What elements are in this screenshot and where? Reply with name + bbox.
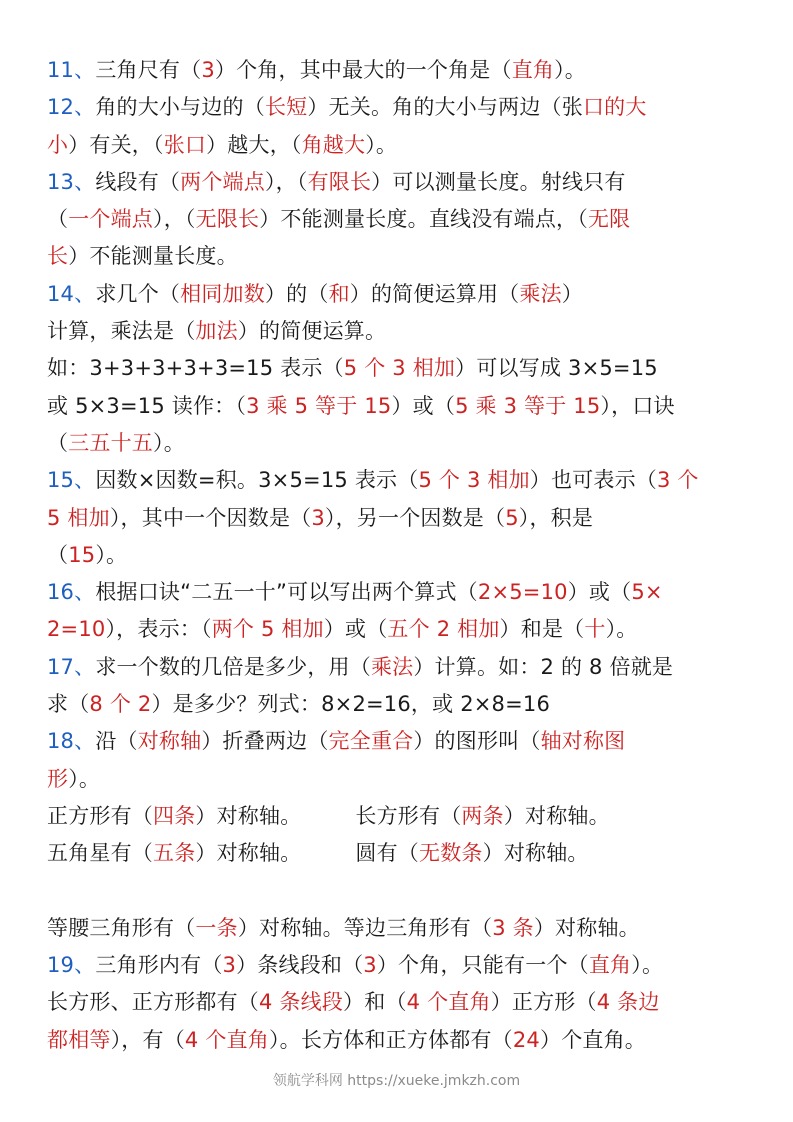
- body-text: ）。: [68, 766, 101, 791]
- answer-text: 口的大: [582, 95, 647, 120]
- answer-text: 4 条边: [596, 990, 660, 1015]
- answer-text: 5×: [631, 580, 663, 605]
- answer-text: 5: [505, 505, 519, 530]
- body-text: ）越大，（: [206, 132, 302, 157]
- body-text: ）。: [153, 430, 185, 455]
- body-text: ）。: [631, 953, 664, 978]
- answer-text: 一个端点: [68, 207, 154, 232]
- body-text: 线段有（: [95, 169, 181, 194]
- body-text: ），有（: [110, 1027, 185, 1052]
- text-line: [47, 313, 777, 350]
- answer-text: 无限长: [195, 207, 260, 232]
- body-text: ）。: [554, 58, 587, 82]
- body-text: ）个角，其中最大的一个角是（: [214, 58, 512, 82]
- text-line: [47, 201, 777, 238]
- item-number: 18、: [47, 729, 96, 754]
- body-text: ）的图形叫（: [413, 729, 541, 754]
- answer-text: 4 条线段: [259, 990, 344, 1015]
- body-text: ）也可表示（: [529, 468, 657, 493]
- text-line: [47, 537, 777, 574]
- text-line: [47, 350, 777, 387]
- text-line: [47, 574, 777, 611]
- item-number: 11、: [47, 58, 96, 82]
- answer-text: 对称轴: [137, 729, 202, 754]
- blank-line: [47, 873, 777, 910]
- body-text: ）不能测量长度。: [68, 244, 238, 269]
- body-text: ）个直角。: [540, 1027, 646, 1052]
- answer-text: 3: [311, 505, 325, 530]
- body-text: 因数×因数=积。3×5=15 表示（: [95, 468, 419, 493]
- answer-text: 2=10: [47, 617, 106, 642]
- body-text: （: [47, 542, 69, 567]
- body-text: ）对称轴。: [195, 841, 302, 866]
- answer-text: 无限: [587, 207, 631, 232]
- answer-text: 3: [222, 953, 237, 978]
- answer-text: 完全重合: [328, 729, 414, 754]
- body-text: ），表示：（: [105, 617, 212, 642]
- body-text: ）无关。角的大小与两边（张: [307, 95, 583, 120]
- footer-watermark: 领航学科网 https://xueke.jmkzh.com: [272, 1073, 521, 1089]
- answer-text: 十: [584, 617, 606, 642]
- text-line: [47, 425, 777, 462]
- body-text: 三角形内有（: [95, 953, 223, 978]
- text-line: [47, 835, 777, 872]
- answer-text: 形: [47, 766, 69, 791]
- text-line: [47, 798, 777, 835]
- answer-text: 四条: [153, 803, 196, 828]
- answer-text: 长短: [264, 95, 308, 120]
- body-text: ）的（: [264, 281, 329, 306]
- body-text: 角的大小与边的（: [95, 95, 265, 120]
- body-text: ），其中一个因数是（: [109, 505, 312, 530]
- text-line: [47, 686, 777, 723]
- body-text: ）对称轴。: [533, 915, 640, 940]
- answer-text: 直角: [588, 953, 632, 978]
- body-text: ），（: [264, 169, 308, 194]
- text-line: [47, 611, 777, 648]
- answer-text: 相同加数: [180, 281, 265, 306]
- answer-text: 15: [68, 542, 96, 567]
- text-line: [47, 947, 777, 984]
- answer-text: 4 个直角: [184, 1027, 269, 1052]
- body-text: 正方形有（: [47, 803, 153, 828]
- answer-text: 24: [512, 1027, 540, 1052]
- answer-text: 5 乘 3 等于 15: [455, 393, 601, 418]
- body-text: （: [47, 430, 69, 455]
- answer-text: 有限长: [307, 169, 372, 194]
- answer-text: 小: [47, 132, 69, 157]
- body-text: ）。: [605, 617, 638, 642]
- body-text: ）或（: [323, 617, 388, 642]
- answer-text: 和: [328, 281, 350, 306]
- answer-text: 张口: [163, 132, 207, 157]
- text-line: [47, 164, 777, 201]
- text-line: [47, 761, 777, 798]
- body-text: 长方形、正方形都有（: [47, 990, 259, 1015]
- answer-text: 两个 5 相加: [211, 617, 324, 642]
- answer-text: 五个 2 相加: [387, 617, 500, 642]
- body-text: ）正方形（: [490, 990, 597, 1015]
- body-text: 如：3+3+3+3+3=15 表示（: [47, 356, 344, 381]
- body-text: 或 5×3=15 读作：（: [47, 393, 247, 418]
- body-text: ）对称轴。: [195, 803, 302, 828]
- body-text: 圆有（: [355, 841, 420, 866]
- body-text: ）。长方体和正方体都有（: [268, 1027, 513, 1052]
- text-line: [47, 462, 777, 499]
- answer-text: 乘法: [370, 654, 414, 679]
- answer-text: 五条: [153, 841, 196, 866]
- answer-text: 3: [363, 953, 377, 978]
- body-text: 长方形有（: [355, 803, 462, 828]
- answer-text: 角越大: [301, 132, 366, 157]
- body-text: ）可以写成 3×5=15: [455, 356, 658, 381]
- body-text: ）条线段和（: [236, 953, 364, 978]
- answer-text: 3: [201, 58, 215, 82]
- body-text: 求一个数的几倍是多少，用（: [95, 654, 371, 679]
- body-text: 五角星有（: [47, 841, 153, 866]
- document-body: [47, 52, 777, 1059]
- answer-text: 8 个 2: [89, 692, 152, 717]
- text-line: [47, 127, 777, 164]
- answer-text: 无数条: [419, 841, 483, 866]
- answer-text: 长: [47, 244, 69, 269]
- body-text: ）对称轴。等边三角形有（: [237, 915, 493, 940]
- body-text: ）不能测量长度。直线没有端点，（: [259, 207, 588, 232]
- body-text: 求几个（: [95, 281, 181, 306]
- text-line: [47, 388, 777, 425]
- answer-text: 4 个直角: [406, 990, 491, 1015]
- item-number: 13、: [47, 169, 96, 194]
- text-line: [47, 276, 777, 313]
- answer-text: 一条: [195, 915, 238, 940]
- body-text: 沿（: [95, 729, 138, 754]
- body-text: ），口诀: [600, 393, 675, 418]
- answer-text: 3 个: [657, 468, 699, 493]
- body-text: ），积是: [518, 505, 594, 530]
- answer-text: 三五十五: [68, 430, 154, 455]
- item-number: 15、: [47, 468, 96, 493]
- body-text: ）的简便运算用（: [349, 281, 520, 306]
- body-text: 三角尺有（: [95, 58, 202, 82]
- text-line: [47, 649, 777, 686]
- body-text: 计算，乘法是（: [47, 319, 196, 344]
- body-text: （: [47, 207, 69, 232]
- body-text: ）的简便运算。: [237, 319, 387, 344]
- answer-text: 轴对称图: [540, 729, 626, 754]
- body-text: ）: [561, 281, 583, 306]
- body-text: ）个角，只能有一个（: [376, 953, 589, 978]
- answer-text: 两个端点: [180, 169, 265, 194]
- body-text: ）。: [365, 132, 398, 157]
- text-line: [47, 89, 777, 126]
- text-line: [47, 1022, 777, 1059]
- text-line: [47, 723, 777, 760]
- answer-text: 2×5=10: [477, 580, 568, 605]
- answer-text: 3 条: [492, 915, 534, 940]
- body-text: ），（: [153, 207, 196, 232]
- body-text: ）有关，（: [68, 132, 164, 157]
- text-line: [47, 910, 777, 947]
- item-number: 14、: [47, 281, 96, 306]
- answer-text: 5 相加: [47, 505, 110, 530]
- text-line: [47, 984, 777, 1021]
- text-line: [47, 52, 777, 89]
- body-text: 求（: [47, 692, 90, 717]
- answer-text: 直角: [511, 58, 555, 82]
- body-text: ）和（: [343, 990, 407, 1015]
- item-number: 12、: [47, 95, 96, 120]
- body-text: 根据口诀“二五一十”可以写出两个算式（: [95, 580, 478, 605]
- answer-text: 5 个 3 相加: [418, 468, 530, 493]
- answer-text: 5 个 3 相加: [343, 356, 456, 381]
- item-number: 17、: [47, 654, 96, 679]
- answer-text: 加法: [195, 319, 238, 344]
- item-number: 19、: [47, 953, 96, 978]
- body-text: ）折叠两边（: [201, 729, 329, 754]
- body-text: 等腰三角形有（: [47, 915, 196, 940]
- body-text: ）对称轴。: [503, 803, 610, 828]
- body-text: ）和是（: [499, 617, 585, 642]
- body-text: ）。: [95, 542, 128, 567]
- body-text: ）或（: [391, 393, 456, 418]
- text-line: [47, 500, 777, 537]
- answer-text: 两条: [461, 803, 504, 828]
- body-text: ）或（: [567, 580, 632, 605]
- answer-text: 乘法: [519, 281, 562, 306]
- answer-text: 都相等: [47, 1027, 111, 1052]
- body-text: ）是多少？列式：8×2=16，或 2×8=16: [151, 692, 551, 717]
- body-text: ）可以测量长度。射线只有: [371, 169, 626, 194]
- body-text: ）对称轴。: [482, 841, 589, 866]
- text-line: [47, 238, 777, 275]
- item-number: 16、: [47, 580, 96, 605]
- body-text: ），另一个因数是（: [324, 505, 506, 530]
- body-text: ）计算。如：2 的 8 倍就是: [413, 654, 674, 679]
- answer-text: 3 乘 5 等于 15: [246, 393, 392, 418]
